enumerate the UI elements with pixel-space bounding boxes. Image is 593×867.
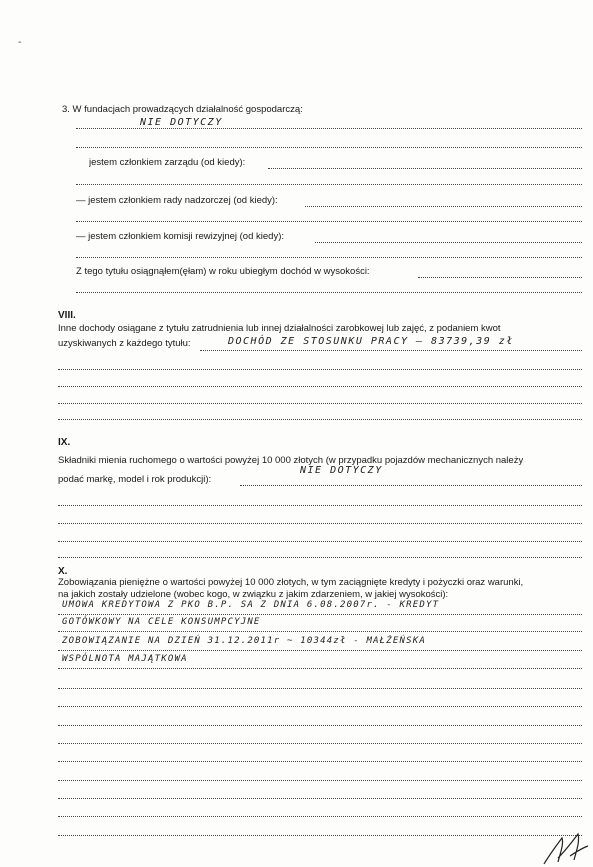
fill-line — [76, 147, 582, 148]
fill-line — [58, 688, 582, 689]
section-viii-handwritten-answer: DOCHÓD ZE STOSUNKU PRACY — 83739,39 zł — [228, 336, 514, 347]
fill-line — [76, 221, 582, 222]
fill-line — [240, 485, 582, 486]
section-x-handwritten-line-3: ZOBOWIĄZANIE NA DZIEŃ 31.12.2011r ~ 10344zł - MAŁŻEŃSKA — [62, 636, 427, 646]
fill-line — [58, 523, 582, 524]
fill-line — [418, 277, 582, 278]
fill-line — [58, 369, 582, 370]
fill-line — [76, 257, 582, 258]
section-ix-handwritten-answer: NIE DOTYCZY — [300, 465, 383, 476]
section-x-handwritten-line-1: UMOWA KREDYTOWA Z PKO B.P. SA Z DNIA 6.08.2007r. - KREDYT — [62, 600, 440, 610]
fill-line — [58, 631, 582, 632]
fill-line — [58, 725, 582, 726]
fill-line — [268, 168, 582, 169]
scan-mark: - — [18, 37, 22, 48]
fill-line — [200, 350, 582, 351]
fill-line — [58, 541, 582, 542]
fill-line — [58, 557, 582, 558]
fill-line — [58, 798, 582, 799]
fill-line — [305, 206, 582, 207]
fill-line — [58, 706, 582, 707]
section-x-handwritten-line-2: GOTÓWKOWY NA CELE KONSUMPCYJNE — [62, 617, 261, 627]
fill-line — [58, 668, 582, 669]
section-viii-number: VIII. — [58, 310, 76, 321]
section-ix-text-1: Składniki mienia ruchomego o wartości powyżej 10 000 złotych (w przypadku pojazdów mechanicznych należy — [58, 455, 524, 466]
fill-line — [58, 743, 582, 744]
supervisory-board-label: — jestem członkiem rady nadzorczej (od kiedy): — [76, 195, 278, 206]
signature-scribble — [540, 828, 590, 866]
fill-line — [76, 184, 582, 185]
fill-line — [58, 386, 582, 387]
fill-line — [58, 835, 582, 836]
section-x-text-2: na jakich zostały udzielone (wobec kogo, w związku z jakim zdarzeniem, w jakiej wysokości): — [58, 589, 449, 600]
section-ix-number: IX. — [58, 437, 71, 448]
fill-line — [58, 650, 582, 651]
fill-line — [58, 761, 582, 762]
audit-committee-label: — jestem członkiem komisji rewizyjnej (od kiedy): — [76, 231, 284, 242]
fill-line — [58, 614, 582, 615]
fill-line — [58, 403, 582, 404]
section-x-text-1: Zobowiązania pieniężne o wartości powyżej 10 000 złotych, w tym zaciągnięte kredyty i pożyczki oraz warunki, — [58, 577, 524, 588]
fill-line — [315, 242, 582, 243]
fill-line — [76, 128, 582, 129]
fill-line — [58, 419, 582, 420]
board-member-label: jestem członkiem zarządu (od kiedy): — [89, 157, 246, 168]
section-3-heading: 3. W fundacjach prowadzących działalność gospodarczą: — [62, 104, 303, 115]
section-x-handwritten-line-4: WSPÓLNOTA MAJĄTKOWA — [62, 654, 188, 664]
section-3-handwritten-answer: NIE DOTYCZY — [140, 117, 223, 128]
fill-line — [58, 780, 582, 781]
fill-line — [58, 816, 582, 817]
fill-line — [76, 292, 582, 293]
section-x-number: X. — [58, 566, 68, 577]
fill-line — [58, 505, 582, 506]
section-ix-text-2: podać markę, model i rok produkcji): — [58, 474, 212, 485]
section-viii-text-1: Inne dochody osiągane z tytułu zatrudnienia lub innej działalności zarobkowej lub zajęć, z podaniem kwot — [58, 323, 501, 334]
section-viii-text-2: uzyskiwanych z każdego tytułu: — [58, 338, 191, 349]
income-label: Z tego tytułu osiągnąłem(ęłam) w roku ubiegłym dochód w wysokości: — [76, 266, 370, 277]
